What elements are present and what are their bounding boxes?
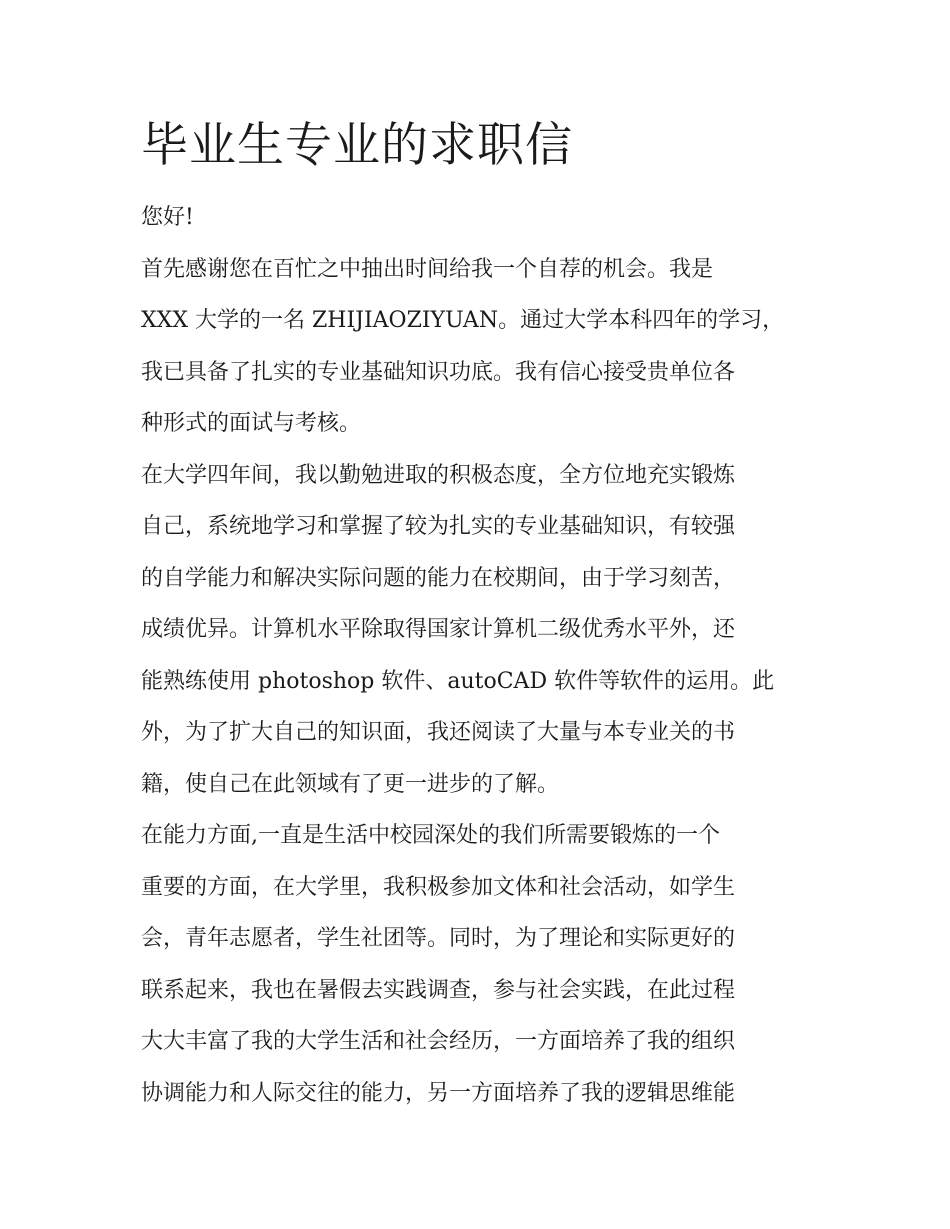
paragraph-line: 协调能力和人际交往的能力，另一方面培养了我的逻辑思维能	[141, 1080, 736, 1106]
paragraph-line: 在大学四年间，我以勤勉进取的积极态度，全方位地充实锻炼	[141, 462, 736, 488]
paragraph-line: XXX 大学的一名 ZHIJIAOZIYUAN。通过大学本科四年的学习，	[141, 308, 785, 333]
paragraph-line: 能熟练使用 photoshop 软件、autoCAD 软件等软件的运用。此	[141, 668, 775, 694]
paragraph-line: 大大丰富了我的大学生活和社会经历，一方面培养了我的组织	[141, 1029, 736, 1054]
paragraph-3	[141, 810, 817, 1119]
greeting: 您好!	[141, 205, 194, 230]
paragraph-line: 籍，使自己在此领域有了更一进步的了解。	[141, 771, 560, 797]
document-title: 毕业生专业的求职信	[141, 118, 573, 173]
paragraph-line: 重要的方面，在大学里，我积极参加文体和社会活动，如学生	[141, 874, 736, 900]
paragraph-line: 种形式的面试与考核。	[141, 411, 362, 436]
paragraph-line: 成绩优异。计算机水平除取得国家计算机二级优秀水平外，还	[141, 617, 736, 642]
paragraph-line: 外，为了扩大自己的知识面，我还阅读了大量与本专业关的书	[141, 720, 736, 745]
paragraph-1	[141, 244, 817, 450]
paragraph-line: 在能力方面,一直是生活中校园深处的我们所需要锻炼的一个	[141, 823, 720, 848]
paragraph-line: 联系起来，我也在暑假去实践调查，参与社会实践，在此过程	[141, 977, 736, 1003]
paragraph-2	[141, 450, 817, 811]
paragraph-line: 我已具备了扎实的专业基础知识功底。我有信心接受贵单位各	[141, 359, 736, 385]
paragraph-line: 首先感谢您在百忙之中抽出时间给我一个自荐的机会。我是	[141, 256, 714, 282]
document-page	[141, 112, 817, 1119]
paragraph-line: 自己，系统地学习和掌握了较为扎实的专业基础知识，有较强	[141, 514, 736, 539]
paragraph-line: 的自学能力和解决实际问题的能力在校期间，由于学习刻苦，	[141, 565, 736, 591]
paragraph-line: 会，青年志愿者，学生社团等。同时，为了理论和实际更好的	[141, 926, 736, 951]
